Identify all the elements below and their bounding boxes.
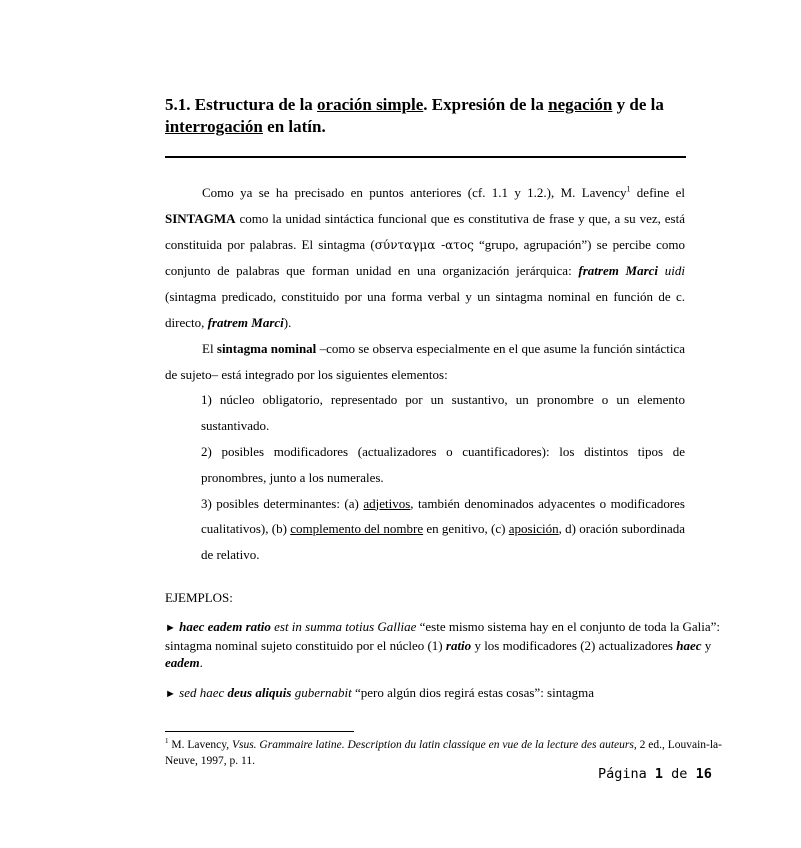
example-1 <box>165 618 728 671</box>
page-separator: de <box>663 766 696 782</box>
link-adjetivos[interactable]: adjetivos <box>363 495 411 511</box>
title-text: 5.1. Estructura de la <box>165 95 318 114</box>
footnote <box>165 737 725 769</box>
paragraph-sintagma-nominal <box>165 336 685 388</box>
title-text: . Expresión de la <box>423 95 549 114</box>
footnote-number: 1 <box>165 737 169 746</box>
page-label: Página <box>598 766 655 782</box>
link-aposicion[interactable]: aposición <box>508 521 559 537</box>
page-indicator <box>598 766 712 782</box>
list-item <box>165 491 685 568</box>
total-pages: 16 <box>695 766 712 782</box>
latin-example: ratio <box>445 638 472 653</box>
arrow-right-icon: ► <box>165 688 176 700</box>
text: y los modificadores (2) actualizadores <box>471 638 677 653</box>
greek-term: σύνταγμα -ατος <box>374 237 474 252</box>
example-2 <box>165 684 685 703</box>
link-negacion[interactable]: negación <box>548 95 613 114</box>
text: –como se observa especialmente en el que asume la función sintáctica de sujeto– está integrado por los siguientes elementos: <box>165 340 685 382</box>
paragraph-sintagma <box>165 180 685 336</box>
text: “este mismo sistema hay en el conjunto de toda la Galia”: sintagma nominal sujeto constituido por el núcleo (1) <box>165 619 720 653</box>
text: El <box>202 340 217 356</box>
latin-example: sed haec <box>179 685 225 700</box>
term-sintagma-nominal: sintagma nominal <box>216 340 317 356</box>
latin-example: eadem <box>165 655 200 670</box>
link-interrogacion[interactable]: interrogación <box>165 117 263 136</box>
latin-example: uidi <box>664 263 685 279</box>
text: . <box>199 655 203 670</box>
section-title <box>165 94 690 138</box>
text: y <box>701 638 712 653</box>
arrow-right-icon: ► <box>165 622 176 634</box>
latin-example: haec eadem ratio <box>179 619 271 634</box>
list-item: 2) posibles modificadores (actualizadores o cuantificadores): los distintos tipos de pronombres, junto a los numerales. <box>201 443 685 485</box>
text: como la unidad sintáctica funcional que es constitutiva de frase y que, a su vez, está constituida por palabras. El sintagma ( <box>165 210 685 252</box>
text: , también denominados adyacentes o modificadores cualitativos), (b) <box>201 495 685 537</box>
latin-example: fratrem Marci <box>207 314 284 330</box>
latin-example: est in summa totius Galliae <box>270 619 417 634</box>
text: “grupo, agrupación”) se percibe como conjunto de palabras que forman unidad en una organización jerárquica: <box>165 236 685 279</box>
term-sintagma: SINTAGMA <box>165 210 236 226</box>
latin-example: fratrem Marci <box>578 263 659 279</box>
text: ). <box>283 314 292 330</box>
text: define el <box>630 185 685 200</box>
latin-example: haec <box>676 638 702 653</box>
current-page: 1 <box>654 766 664 782</box>
book-title: Vsus. Grammaire latine. Description du latin classique en vue de la lecture des auteurs <box>231 739 634 751</box>
text: “pero algún dios regirá estas cosas”: sintagma <box>351 685 594 700</box>
title-text: en latín. <box>262 117 326 136</box>
text <box>658 263 665 278</box>
title-text: y de la <box>612 95 664 114</box>
footnote-ref[interactable]: 1 <box>626 184 631 194</box>
main-text <box>165 180 685 568</box>
title-divider <box>165 156 686 158</box>
text: en genitivo, (c) <box>423 521 509 537</box>
text: (sintagma predicado, constituido por una forma verbal y un sintagma nominal en función de c. directo, <box>165 289 685 330</box>
link-complemento-del-nombre[interactable]: complemento del nombre <box>290 521 424 537</box>
latin-example: deus aliquis <box>227 685 292 700</box>
link-oracion-simple[interactable]: oración simple <box>317 95 424 114</box>
latin-example: gubernabit <box>294 685 352 700</box>
text: , d) oración subordinada de relativo. <box>201 521 685 563</box>
text: , 2 ed., Louvain-la-Neuve, 1997, p. 11. <box>165 739 722 767</box>
list-item: 1) núcleo obligatorio, representado por un sustantivo, un pronombre o un elemento sustantivado. <box>201 392 685 434</box>
text: M. Lavency, <box>168 739 232 751</box>
text: Como ya se ha precisado en puntos anteriores (cf. 1.1 y 1.2.), M. Lavency <box>202 185 627 200</box>
examples-heading: EJEMPLOS: <box>165 590 233 605</box>
text: 3) posibles determinantes: (a) <box>201 495 364 511</box>
footnote-divider <box>165 731 354 732</box>
